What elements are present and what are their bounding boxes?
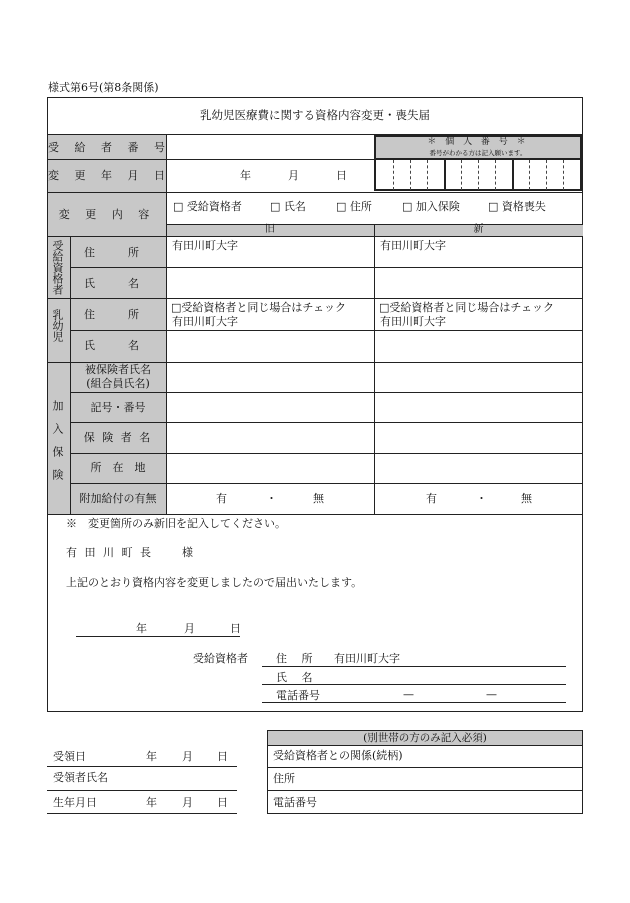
- relation-label: 受給資格者との関係(続柄): [273, 749, 403, 762]
- qualified-address-label: 住 所: [84, 246, 139, 259]
- change-option-loss[interactable]: □ 資格喪失: [488, 200, 546, 213]
- sign-date-month: 月: [184, 622, 195, 635]
- location-new[interactable]: [375, 454, 582, 482]
- qualified-name-label: 氏 名: [84, 277, 139, 290]
- infant-name-old[interactable]: [167, 331, 373, 361]
- personal-number-separator: [478, 160, 479, 190]
- personal-number-separator: [529, 160, 530, 190]
- receipt-birth-month: 月: [182, 796, 193, 809]
- personal-number-separator: [444, 160, 446, 190]
- receipt-date-year: 年: [146, 750, 157, 763]
- separate-address-label: 住所: [273, 772, 295, 785]
- change-content-label: 変 更 内 容: [58, 208, 156, 221]
- applicant-name-line[interactable]: [262, 684, 566, 685]
- qualified-name-old[interactable]: [167, 268, 373, 297]
- sign-date-line[interactable]: [76, 636, 240, 637]
- personal-number-separator: [495, 160, 496, 190]
- insurance-group-label: 加入保険: [51, 400, 64, 492]
- change-option-name[interactable]: □ 氏名: [270, 200, 306, 213]
- applicant-address-label: 住 所: [276, 652, 313, 665]
- receipt-date-label: 受領日: [53, 750, 86, 763]
- form-title: 乳幼児医療費に関する資格内容変更・喪失届: [200, 108, 430, 122]
- sign-date-day: 日: [230, 622, 241, 635]
- change-date-label: 変 更 年 月 日: [48, 169, 171, 182]
- receipt-date-month: 月: [182, 750, 193, 763]
- note: ※ 変更箇所のみ新旧を記入してください。: [66, 517, 286, 530]
- receipt-birth-line[interactable]: [47, 813, 237, 814]
- receipt-birth-day: 日: [217, 796, 228, 809]
- change-option-recipient[interactable]: □ 受給資格者: [173, 200, 242, 213]
- insured-name-sub: (組合員氏名): [86, 377, 150, 390]
- personal-number-separator: [393, 160, 394, 190]
- benefit-new-none[interactable]: 無: [521, 492, 532, 505]
- insured-name-new[interactable]: [375, 363, 582, 391]
- insured-name-old[interactable]: [167, 363, 373, 391]
- separate-phone-label: 電話番号: [273, 796, 317, 809]
- receipt-birth-year: 年: [146, 796, 157, 809]
- benefit-new-dot: ・: [476, 492, 487, 505]
- personal-number-note: 番号がわかる方は記入願います。: [429, 149, 527, 157]
- personal-number-title: ＊ 個 人 番 号 ＊: [427, 137, 529, 147]
- infant-group-label: 乳幼児: [51, 309, 64, 342]
- insurer-name-label: 保 険 者 名: [83, 431, 153, 444]
- additional-benefit-label: 附加給付の有無: [79, 492, 157, 505]
- insurer-name-old[interactable]: [167, 423, 373, 452]
- infant-same-check-old[interactable]: □受給資格者と同じ場合はチェック: [171, 301, 347, 314]
- qualified-group-label: 受給資格者: [51, 240, 64, 295]
- recipient-number-input[interactable]: [167, 135, 373, 159]
- benefit-old-dot: ・: [266, 492, 277, 505]
- personal-number-separator: [410, 160, 411, 190]
- infant-address-label: 住 所: [84, 308, 139, 321]
- declaration: 上記のとおり資格内容を変更しましたので届出いたします。: [66, 576, 363, 589]
- receipt-name-label: 受領者氏名: [53, 771, 108, 784]
- change-option-insurance[interactable]: □ 加入保険: [402, 200, 460, 213]
- benefit-new-has[interactable]: 有: [426, 492, 437, 505]
- change-date-year: 年: [240, 169, 251, 182]
- insurer-name-new[interactable]: [375, 423, 582, 452]
- personal-number-separator: [563, 160, 564, 190]
- addressee-sama: 様: [182, 546, 193, 559]
- qualified-address-old[interactable]: 有田川町大字: [172, 239, 238, 252]
- column-new: 新: [473, 224, 484, 235]
- change-date-month: 月: [288, 169, 299, 182]
- sign-date-year: 年: [136, 622, 147, 635]
- location-old[interactable]: [167, 454, 373, 482]
- receipt-name-line[interactable]: [47, 790, 237, 791]
- infant-address-new[interactable]: 有田川町大字: [380, 315, 446, 328]
- separate-title: (別世帯の方のみ記入必須): [363, 732, 487, 744]
- symbol-number-old[interactable]: [167, 393, 373, 421]
- benefit-old-has[interactable]: 有: [216, 492, 227, 505]
- qualified-address-new[interactable]: 有田川町大字: [380, 239, 446, 252]
- infant-name-new[interactable]: [375, 331, 582, 361]
- qualified-name-new[interactable]: [375, 268, 582, 297]
- infant-name-label: 氏 名: [84, 339, 139, 352]
- recipient-number-label: 受 給 者 番 号: [48, 141, 171, 154]
- personal-number-separator: [546, 160, 547, 190]
- symbol-number-label: 記号・番号: [90, 401, 146, 414]
- applicant-name-label: 氏 名: [276, 671, 313, 684]
- phone-dash-2: —: [486, 688, 497, 701]
- applicant-address-value[interactable]: 有田川町大字: [334, 652, 400, 665]
- column-old: 旧: [265, 224, 275, 235]
- infant-same-check-new[interactable]: □受給資格者と同じ場合はチェック: [379, 301, 555, 314]
- infant-address-old[interactable]: 有田川町大字: [172, 315, 238, 328]
- applicant-label: 受給資格者: [193, 652, 248, 665]
- symbol-number-new[interactable]: [375, 393, 582, 421]
- receipt-birth-label: 生年月日: [53, 796, 97, 809]
- personal-number-separator: [427, 160, 428, 190]
- applicant-phone-label: 電話番号: [276, 689, 320, 702]
- change-date-day: 日: [336, 169, 347, 182]
- receipt-date-line[interactable]: [47, 766, 237, 767]
- receipt-date-day: 日: [217, 750, 228, 763]
- change-option-address[interactable]: □ 住所: [336, 200, 372, 213]
- applicant-phone-line[interactable]: [262, 702, 566, 703]
- benefit-old-none[interactable]: 無: [313, 492, 324, 505]
- insured-name-label: 被保険者氏名: [85, 363, 151, 376]
- personal-number-separator: [512, 160, 514, 190]
- form-number: 様式第6号(第8条関係): [48, 81, 159, 94]
- phone-dash-1: —: [403, 688, 414, 701]
- location-label: 所 在 地: [90, 461, 146, 474]
- personal-number-separator: [461, 160, 462, 190]
- addressee: 有 田 川 町 長: [66, 546, 153, 559]
